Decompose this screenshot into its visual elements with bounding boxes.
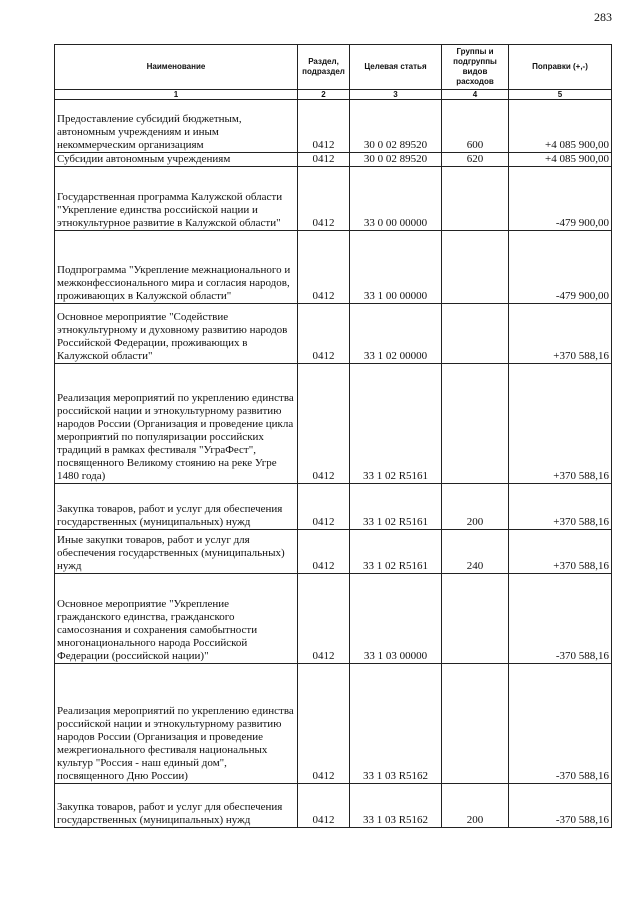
row-target-article: 33 1 02 R5161 bbox=[350, 364, 442, 484]
table-row bbox=[55, 664, 612, 784]
row-expense-group: 200 bbox=[442, 784, 509, 828]
row-target-article: 33 1 03 R5162 bbox=[350, 784, 442, 828]
row-amount: -370 588,16 bbox=[509, 784, 612, 828]
row-name: Закупка товаров, работ и услуг для обеспечения государственных (муниципальных) нужд bbox=[55, 784, 298, 828]
row-name: Реализация мероприятий по укреплению единства российской нации и этнокультурному развитию народов России (Организация и проведение межрегионального фестиваля национальных культур "Россия - наш единый дом", посвященного Дню России) bbox=[55, 664, 298, 784]
row-target-article: 30 0 02 89520 bbox=[350, 100, 442, 153]
table-row bbox=[55, 574, 612, 664]
table-row bbox=[55, 784, 612, 828]
row-name: Реализация мероприятий по укреплению единства российской нации и этнокультурному развитию народов России (Организация и проведение цикла мероприятий по популяризации российских традиций в рамках фестиваля "УграФест", посвященного Великому стоянию на реке Угре 1480 года) bbox=[55, 364, 298, 484]
row-amount: +370 588,16 bbox=[509, 530, 612, 574]
column-number: 3 bbox=[350, 90, 442, 100]
row-name: Основное мероприятие "Укрепление гражданского единства, гражданского самосознания и сохранения самобытности многонационального народа Российской Федерации (российской нации)" bbox=[55, 574, 298, 664]
row-section: 0412 bbox=[298, 664, 350, 784]
row-amount: -479 900,00 bbox=[509, 231, 612, 304]
row-target-article: 33 0 00 00000 bbox=[350, 167, 442, 231]
header-expense-groups: Группы и подгруппы видов расходов bbox=[442, 45, 509, 90]
row-target-article: 33 1 03 00000 bbox=[350, 574, 442, 664]
row-name: Подпрограмма "Укрепление межнационального и межконфессионального мира и согласия народов, проживающих в Калужской области" bbox=[55, 231, 298, 304]
row-expense-group bbox=[442, 231, 509, 304]
row-section: 0412 bbox=[298, 364, 350, 484]
table-row bbox=[55, 100, 612, 153]
row-target-article: 33 1 00 00000 bbox=[350, 231, 442, 304]
column-number: 5 bbox=[509, 90, 612, 100]
row-target-article: 33 1 02 00000 bbox=[350, 304, 442, 364]
row-target-article: 33 1 02 R5161 bbox=[350, 484, 442, 530]
budget-amendments-table bbox=[54, 44, 612, 828]
row-section: 0412 bbox=[298, 484, 350, 530]
table-row bbox=[55, 484, 612, 530]
row-section: 0412 bbox=[298, 574, 350, 664]
row-name: Закупка товаров, работ и услуг для обеспечения государственных (муниципальных) нужд bbox=[55, 484, 298, 530]
row-expense-group: 200 bbox=[442, 484, 509, 530]
row-section: 0412 bbox=[298, 100, 350, 153]
row-section: 0412 bbox=[298, 784, 350, 828]
row-name: Предоставление субсидий бюджетным, автономным учреждениям и иным некоммерческим организациям bbox=[55, 100, 298, 153]
row-section: 0412 bbox=[298, 153, 350, 167]
row-expense-group: 240 bbox=[442, 530, 509, 574]
row-amount: +370 588,16 bbox=[509, 484, 612, 530]
row-expense-group bbox=[442, 664, 509, 784]
column-number: 4 bbox=[442, 90, 509, 100]
column-number: 1 bbox=[55, 90, 298, 100]
row-expense-group bbox=[442, 574, 509, 664]
header-name: Наименование bbox=[55, 45, 298, 90]
row-amount: -479 900,00 bbox=[509, 167, 612, 231]
row-target-article: 30 0 02 89520 bbox=[350, 153, 442, 167]
row-name: Иные закупки товаров, работ и услуг для обеспечения государственных (муниципальных) нужд bbox=[55, 530, 298, 574]
row-amount: +370 588,16 bbox=[509, 304, 612, 364]
row-name: Основное мероприятие "Содействие этнокультурному и духовному развитию народов Российской Федерации, проживающих в Калужской области" bbox=[55, 304, 298, 364]
row-section: 0412 bbox=[298, 304, 350, 364]
table-row bbox=[55, 167, 612, 231]
row-section: 0412 bbox=[298, 167, 350, 231]
row-expense-group bbox=[442, 167, 509, 231]
row-amount: -370 588,16 bbox=[509, 664, 612, 784]
row-amount: -370 588,16 bbox=[509, 574, 612, 664]
row-section: 0412 bbox=[298, 530, 350, 574]
row-target-article: 33 1 02 R5161 bbox=[350, 530, 442, 574]
table-row bbox=[55, 304, 612, 364]
table-row bbox=[55, 364, 612, 484]
column-number-row bbox=[55, 90, 612, 100]
page-number: 283 bbox=[594, 10, 612, 24]
row-target-article: 33 1 03 R5162 bbox=[350, 664, 442, 784]
row-name: Государственная программа Калужской области "Укрепление единства российской нации и этнокультурное развитие в Калужской области" bbox=[55, 167, 298, 231]
header-section: Раздел, подраздел bbox=[298, 45, 350, 90]
header-row bbox=[55, 45, 612, 90]
row-expense-group bbox=[442, 364, 509, 484]
header-target-article: Целевая статья bbox=[350, 45, 442, 90]
table-row bbox=[55, 530, 612, 574]
header-amendments: Поправки (+,-) bbox=[509, 45, 612, 90]
column-number: 2 bbox=[298, 90, 350, 100]
row-expense-group: 600 bbox=[442, 100, 509, 153]
row-expense-group bbox=[442, 304, 509, 364]
row-name: Субсидии автономным учреждениям bbox=[55, 153, 298, 167]
row-amount: +4 085 900,00 bbox=[509, 100, 612, 153]
row-amount: +4 085 900,00 bbox=[509, 153, 612, 167]
row-section: 0412 bbox=[298, 231, 350, 304]
table-row bbox=[55, 231, 612, 304]
row-expense-group: 620 bbox=[442, 153, 509, 167]
table-row bbox=[55, 153, 612, 167]
row-amount: +370 588,16 bbox=[509, 364, 612, 484]
